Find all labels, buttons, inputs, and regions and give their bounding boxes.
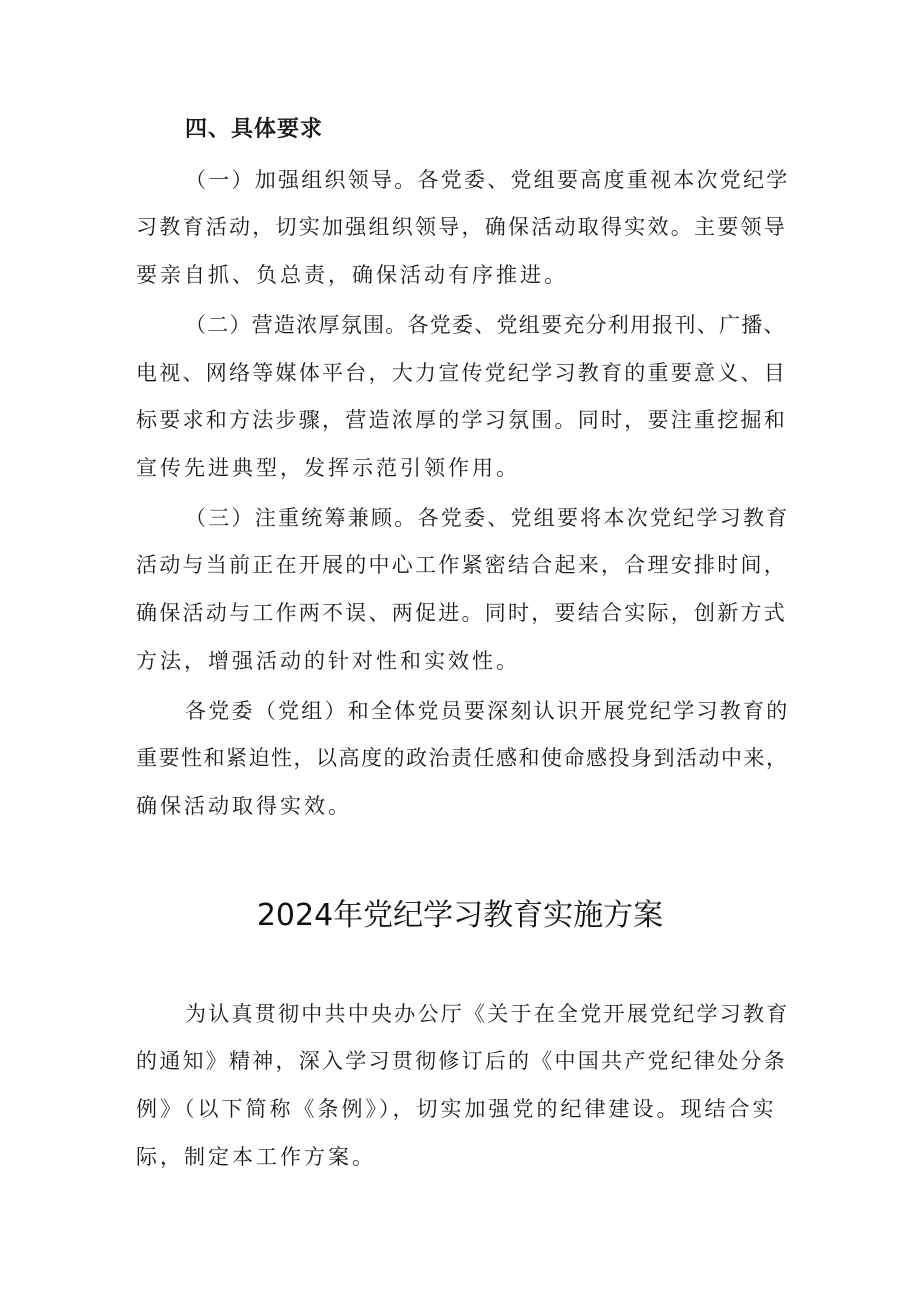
item2-line-1: （二）营造浓厚氛围。各党委、党组要充分利用报刊、广播、: [185, 313, 786, 337]
intro-line-3: 例》（以下简称《条例》），切实加强党的纪律建设。现结合实: [136, 1097, 777, 1121]
item3-line-3: 确保活动与工作两不误、两促进。同时，要结合实际，创新方式: [136, 601, 787, 625]
item3-line-1: （三）注重统筹兼顾。各党委、党组要将本次党纪学习教育: [185, 506, 790, 530]
closing-line-2: 重要性和紧迫性，以高度的政治责任感和使命感投身到活动中来，: [136, 746, 789, 770]
item3-line-4: 方法，增强活动的针对性和实效性。: [136, 649, 520, 673]
item3-line-2: 活动与当前正在开展的中心工作紧密结合起来，合理安排时间，: [136, 553, 787, 577]
intro-line-2: 的通知》精神，深入学习贯彻修订后的《中国共产党纪律处分条: [136, 1049, 787, 1073]
section-heading: 四、具体要求: [185, 117, 324, 142]
closing-line-1: 各党委（党组）和全体党员要深刻认识开展党纪学习教育的: [185, 699, 790, 723]
item1-line-3: 要亲自抓、负总责，确保活动有序推进。: [136, 263, 568, 287]
closing-line-3: 确保活动取得实效。: [136, 794, 352, 818]
item2-line-3: 标要求和方法步骤，营造浓厚的学习氛围。同时，要注重挖掘和: [136, 408, 787, 432]
intro-line-4: 际，制定本工作方案。: [136, 1145, 376, 1169]
item1-line-1: （一）加强组织领导。各党委、党组要高度重视本次党纪学: [185, 168, 790, 192]
document-title: 2024年党纪学习教育实施方案: [256, 898, 664, 933]
item1-line-2: 习教育活动，切实加强组织领导，确保活动取得实效。主要领导: [136, 215, 787, 239]
item2-line-4: 宣传先进典型，发挥示范引领作用。: [136, 456, 520, 480]
item2-line-2: 电视、网络等媒体平台，大力宣传党纪学习教育的重要意义、目: [136, 361, 787, 385]
intro-line-1: 为认真贯彻中共中央办公厅《关于在全党开展党纪学习教育: [185, 1002, 790, 1026]
